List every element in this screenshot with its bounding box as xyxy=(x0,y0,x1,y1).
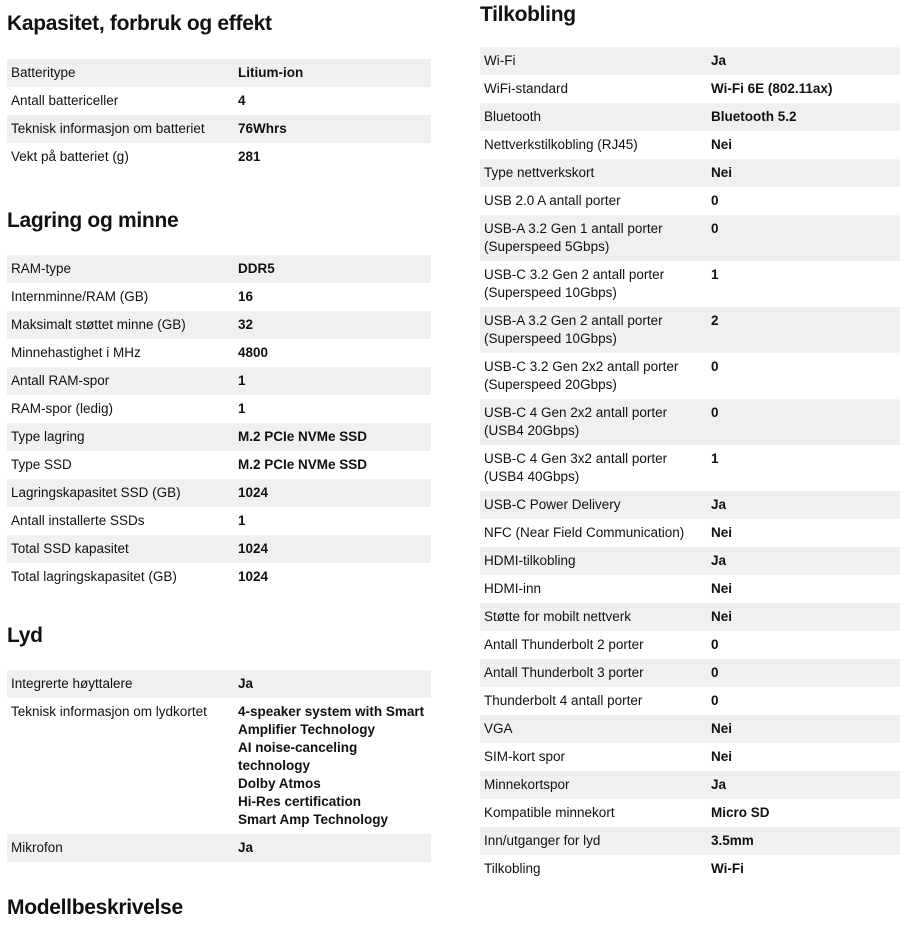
spec-value: 1 xyxy=(238,401,246,416)
spec-row xyxy=(480,631,900,659)
spec-row xyxy=(7,670,431,698)
spec-label: Antall battericeller xyxy=(11,93,119,108)
spec-row xyxy=(480,445,900,491)
spec-label: Minnehastighet i MHz xyxy=(11,345,141,360)
spec-label: Total lagringskapasitet (GB) xyxy=(11,569,177,584)
spec-value: 1024 xyxy=(234,479,431,507)
spec-value: Micro SD xyxy=(711,805,770,820)
spec-row xyxy=(480,659,900,687)
spec-label: Integrerte høyttalere xyxy=(7,670,234,698)
spec-value: 3.5mm xyxy=(707,827,900,855)
spec-row xyxy=(7,87,431,115)
spec-value: 76Whrs xyxy=(234,115,431,143)
spec-value-line: 4-speaker system with Smart Amplifier Technology xyxy=(238,704,425,737)
spec-row xyxy=(480,687,900,715)
spec-value: 281 xyxy=(238,149,261,164)
spec-label: RAM-type xyxy=(7,255,234,283)
spec-row xyxy=(480,491,900,519)
spec-value: Ja xyxy=(707,47,900,75)
spec-value: 32 xyxy=(234,311,431,339)
spec-value: Nei xyxy=(711,581,733,596)
spec-label: Minnekortspor xyxy=(480,771,707,799)
section-title-lyd: Lyd xyxy=(7,624,43,647)
spec-value: 1 xyxy=(711,451,719,466)
spec-row xyxy=(480,855,900,883)
spec-value: Ja xyxy=(707,547,900,575)
spec-label: Antall Thunderbolt 3 porter xyxy=(480,659,707,687)
spec-label: Nettverkstilkobling (RJ45) xyxy=(484,137,638,152)
spec-value: Nei xyxy=(707,715,900,743)
spec-row xyxy=(480,307,900,353)
spec-row xyxy=(480,575,900,603)
spec-label: USB-C 3.2 Gen 2x2 antall porter (Superspeed 20Gbps) xyxy=(484,359,679,392)
spec-value: Nei xyxy=(711,749,733,764)
spec-row xyxy=(480,75,900,103)
spec-row xyxy=(7,698,431,834)
left-column xyxy=(7,0,431,920)
section-title-modell: Modellbeskrivelse xyxy=(7,896,183,919)
spec-value: Nei xyxy=(707,603,900,631)
spec-row xyxy=(7,255,431,283)
spec-value-line: Smart Amp Technology xyxy=(238,812,389,827)
spec-value: 2 xyxy=(707,307,900,353)
spec-table-lyd xyxy=(7,670,431,862)
spec-label: Lagringskapasitet SSD (GB) xyxy=(7,479,234,507)
spec-value: 0 xyxy=(707,659,900,687)
spec-value: 1 xyxy=(234,367,431,395)
spec-label: Teknisk informasjon om batteriet xyxy=(7,115,234,143)
spec-value: 16 xyxy=(238,289,254,304)
spec-value: Ja xyxy=(234,834,431,862)
spec-value: Ja xyxy=(234,670,431,698)
spec-row xyxy=(480,103,900,131)
spec-row xyxy=(480,159,900,187)
spec-label: Støtte for mobilt nettverk xyxy=(480,603,707,631)
spec-row xyxy=(7,451,431,479)
spec-value: Nei xyxy=(711,137,733,152)
spec-label: USB-C Power Delivery xyxy=(480,491,707,519)
spec-row xyxy=(7,115,431,143)
spec-label: Teknisk informasjon om lydkortet xyxy=(11,704,207,719)
spec-row xyxy=(480,353,900,399)
spec-label: Mikrofon xyxy=(7,834,234,862)
spec-value: Ja xyxy=(707,491,900,519)
spec-row xyxy=(7,563,431,591)
spec-row xyxy=(480,215,900,261)
spec-value: 1 xyxy=(711,267,719,282)
spec-value-line: AI noise-canceling technology xyxy=(238,740,358,773)
spec-table-lagring xyxy=(7,255,431,591)
spec-row xyxy=(7,507,431,535)
spec-row xyxy=(7,283,431,311)
spec-label: Thunderbolt 4 antall porter xyxy=(484,693,643,708)
spec-label: Tilkobling xyxy=(484,861,541,876)
spec-row xyxy=(480,799,900,827)
spec-row xyxy=(7,367,431,395)
spec-value: Bluetooth 5.2 xyxy=(707,103,900,131)
spec-row xyxy=(480,547,900,575)
spec-value: DDR5 xyxy=(234,255,431,283)
spec-row xyxy=(480,47,900,75)
spec-row xyxy=(7,423,431,451)
spec-value: Litium-ion xyxy=(234,59,431,87)
spec-value: Nei xyxy=(711,525,733,540)
spec-label: HDMI-tilkobling xyxy=(480,547,707,575)
spec-label: SIM-kort spor xyxy=(484,749,566,764)
spec-value: Ja xyxy=(707,771,900,799)
spec-value: 0 xyxy=(711,693,719,708)
spec-label: RAM-spor (ledig) xyxy=(11,401,114,416)
spec-label: Antall Thunderbolt 2 porter xyxy=(484,637,644,652)
spec-label: HDMI-inn xyxy=(484,581,542,596)
spec-row xyxy=(480,399,900,445)
spec-value: 1024 xyxy=(234,535,431,563)
spec-row xyxy=(7,311,431,339)
spec-label: Inn/utganger for lyd xyxy=(480,827,707,855)
spec-label: USB 2.0 A antall porter xyxy=(484,193,621,208)
spec-label: Type SSD xyxy=(11,457,72,472)
spec-label: Internminne/RAM (GB) xyxy=(11,289,149,304)
spec-label: Antall RAM-spor xyxy=(7,367,234,395)
spec-value: 0 xyxy=(707,215,900,261)
spec-row xyxy=(7,834,431,862)
spec-row xyxy=(480,187,900,215)
spec-row xyxy=(480,131,900,159)
spec-row xyxy=(480,771,900,799)
spec-value-line: Hi-Res certification xyxy=(238,794,362,809)
spec-value: 0 xyxy=(711,637,719,652)
spec-value: 4800 xyxy=(238,345,269,360)
spec-label: Antall installerte SSDs xyxy=(11,513,145,528)
spec-row xyxy=(480,603,900,631)
spec-row xyxy=(7,479,431,507)
spec-value: Nei xyxy=(707,159,900,187)
spec-table-kapasitet xyxy=(7,59,431,171)
spec-value: 0 xyxy=(711,193,719,208)
spec-row xyxy=(7,59,431,87)
section-title-lagring: Lagring og minne xyxy=(7,209,179,232)
spec-label: VGA xyxy=(480,715,707,743)
spec-label: Vekt på batteriet (g) xyxy=(11,149,129,164)
spec-row xyxy=(7,395,431,423)
spec-row xyxy=(7,143,431,171)
spec-value: 1 xyxy=(238,513,246,528)
spec-value: Wi-Fi 6E (802.11ax) xyxy=(711,81,833,96)
spec-label: Bluetooth xyxy=(480,103,707,131)
spec-row xyxy=(480,715,900,743)
spec-value: 4 xyxy=(238,93,246,108)
section-title-kapasitet: Kapasitet, forbruk og effekt xyxy=(7,12,272,35)
spec-label: Batteritype xyxy=(7,59,234,87)
spec-label: WiFi-standard xyxy=(484,81,569,96)
spec-label: Type nettverkskort xyxy=(480,159,707,187)
spec-label: USB-A 3.2 Gen 1 antall porter (Superspeed 5Gbps) xyxy=(480,215,707,261)
spec-row xyxy=(7,535,431,563)
section-title-tilkobling: Tilkobling xyxy=(480,3,576,26)
spec-value-line: Dolby Atmos xyxy=(238,776,321,791)
spec-row xyxy=(480,827,900,855)
spec-value: 0 xyxy=(707,399,900,445)
spec-row xyxy=(480,261,900,307)
spec-label: Type lagring xyxy=(7,423,234,451)
spec-label: Kompatible minnekort xyxy=(484,805,615,820)
spec-label: Total SSD kapasitet xyxy=(7,535,234,563)
spec-label: Wi-Fi xyxy=(480,47,707,75)
spec-value-list xyxy=(234,698,431,834)
spec-value: 1024 xyxy=(238,569,269,584)
spec-value: M.2 PCIe NVMe SSD xyxy=(238,457,368,472)
spec-value: Wi-Fi xyxy=(711,861,744,876)
spec-row xyxy=(480,743,900,771)
spec-value: 0 xyxy=(711,359,719,374)
spec-label: USB-A 3.2 Gen 2 antall porter (Superspeed 10Gbps) xyxy=(480,307,707,353)
spec-label: Maksimalt støttet minne (GB) xyxy=(7,311,234,339)
spec-label: USB-C 4 Gen 2x2 antall porter (USB4 20Gbps) xyxy=(480,399,707,445)
spec-label: NFC (Near Field Communication) xyxy=(484,525,685,540)
spec-label: USB-C 4 Gen 3x2 antall porter (USB4 40Gbps) xyxy=(484,451,668,484)
spec-value: M.2 PCIe NVMe SSD xyxy=(234,423,431,451)
spec-label: USB-C 3.2 Gen 2 antall porter (Superspeed 10Gbps) xyxy=(484,267,665,300)
spec-row xyxy=(7,339,431,367)
right-column xyxy=(480,0,900,883)
spec-row xyxy=(480,519,900,547)
spec-table-tilkobling xyxy=(480,47,900,883)
